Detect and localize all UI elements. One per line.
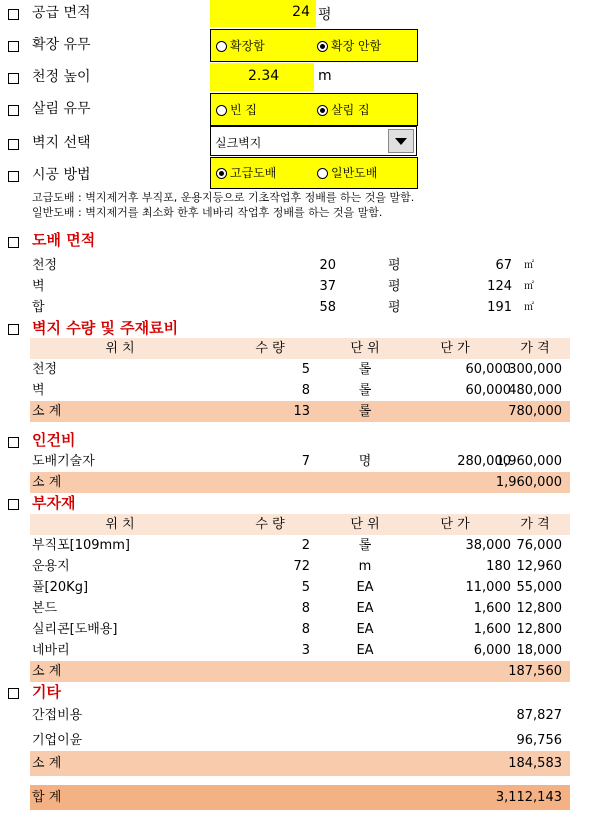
cell-amount: 184,583 xyxy=(508,756,562,771)
wallpaper-label: 벽지 선택 xyxy=(32,135,91,151)
method-option-premium[interactable] xyxy=(216,166,276,180)
cell-name: 실리콘[도배용] xyxy=(32,622,118,637)
cell-name: 벽 xyxy=(32,383,45,398)
grand-total-label: 합 계 xyxy=(32,790,62,805)
cell-price: 60,000 xyxy=(465,383,511,398)
cell-name: 부직포[109mm] xyxy=(32,538,130,553)
triangle-down-icon xyxy=(389,130,413,152)
note-premium: 고급도배 : 벽지제거후 부직포, 운용지등으로 기초작업후 정배를 하는 것을 말함. xyxy=(32,191,415,204)
radio-icon xyxy=(216,41,227,52)
cell-amount: 1,960,000 xyxy=(495,475,562,490)
supply-area-label: 공급 면적 xyxy=(32,5,91,21)
cell-1: 살림 집 xyxy=(331,103,370,117)
occupancy-option-empty[interactable] xyxy=(216,103,257,117)
checkbox-supply-area[interactable] xyxy=(8,9,19,20)
table-row xyxy=(30,535,570,556)
grand-total-row xyxy=(30,785,570,810)
subtotal-row xyxy=(30,401,570,422)
cell-amount: 12,800 xyxy=(516,601,562,616)
cell-unit: EA xyxy=(356,580,374,595)
cell-label: 소 계 xyxy=(32,404,62,419)
checkbox-method[interactable] xyxy=(8,171,19,182)
cell-amount: 55,000 xyxy=(516,580,562,595)
cell-unit: EA xyxy=(356,622,374,637)
cell-amount: 12,960 xyxy=(516,559,562,574)
cell-loc: 위 치 xyxy=(105,341,135,356)
cell-label: 소 계 xyxy=(32,756,62,771)
checkbox-area-section[interactable] xyxy=(8,237,19,248)
table-row xyxy=(30,705,570,726)
cell-name: 천정 xyxy=(32,362,58,377)
checkbox-wallpaper-cost[interactable] xyxy=(8,324,19,335)
cell-1: 확장 안함 xyxy=(331,39,382,53)
checkbox-labor[interactable] xyxy=(8,437,19,448)
grand-total-amount: 3,112,143 xyxy=(495,790,562,805)
cell-qty: 8 xyxy=(301,383,310,398)
area-row xyxy=(30,297,570,318)
supply-area-value: 24 xyxy=(292,4,310,20)
method-option-standard[interactable] xyxy=(317,166,377,180)
table-row xyxy=(30,640,570,661)
cell-name: 풀[20Kg] xyxy=(32,580,89,595)
extension-option-yes[interactable] xyxy=(216,39,265,53)
cell-amount: 480,000 xyxy=(508,383,562,398)
etc-title: 기타 xyxy=(32,683,61,701)
cell-name: 간접비용 xyxy=(32,708,83,723)
cell-pyeong: 58 xyxy=(319,300,336,315)
table-row xyxy=(30,730,570,751)
dropdown-button[interactable] xyxy=(388,129,414,153)
occupancy-option-furnished[interactable] xyxy=(317,103,370,117)
cell-qty: 13 xyxy=(293,404,310,419)
cell-unit: EA xyxy=(356,643,374,658)
cell-amount: 87,827 xyxy=(516,708,562,723)
cell-price: 38,000 xyxy=(465,538,511,553)
cell-m2-unit: ㎡ xyxy=(524,281,534,292)
cell-amount: 187,560 xyxy=(508,664,562,679)
cell-amount: 300,000 xyxy=(508,362,562,377)
cell-unit: 단 위 xyxy=(350,341,380,356)
ceiling-unit: m xyxy=(318,68,332,84)
cell-unit: 평 xyxy=(388,258,401,273)
cell-qty: 5 xyxy=(301,580,310,595)
checkbox-extension[interactable] xyxy=(8,41,19,52)
subtotal-row xyxy=(30,472,570,493)
cell-amount: 76,000 xyxy=(516,538,562,553)
cell-unit: 평 xyxy=(388,279,401,294)
table-row xyxy=(30,556,570,577)
cell-name: 도배기술자 xyxy=(32,454,95,469)
radio-icon xyxy=(216,105,227,116)
area-section-title: 도배 면적 xyxy=(32,231,96,249)
extension-option-no[interactable] xyxy=(317,39,381,53)
cell-unit: m xyxy=(358,559,372,574)
cell-label: 소 계 xyxy=(32,475,62,490)
cell-name: 벽 xyxy=(32,279,45,294)
cell-name: 운용지 xyxy=(32,559,70,574)
checkbox-etc[interactable] xyxy=(8,688,19,699)
cell-m2-unit: ㎡ xyxy=(524,260,534,271)
cell-qty: 8 xyxy=(301,622,310,637)
cell-unit: 명 xyxy=(358,454,372,469)
checkbox-ceiling[interactable] xyxy=(8,73,19,84)
wallpaper-select-value: 실크벽지 xyxy=(215,136,262,150)
cell-qty: 3 xyxy=(301,643,310,658)
cell-0: 빈 집 xyxy=(230,103,257,117)
cell-price: 1,600 xyxy=(473,601,511,616)
method-label: 시공 방법 xyxy=(32,167,91,183)
cell-amount: 780,000 xyxy=(508,404,562,419)
cell-amount: 1,960,000 xyxy=(495,454,562,469)
cell-unit: 평 xyxy=(388,300,401,315)
cell-label: 소 계 xyxy=(32,664,62,679)
cell-qty: 72 xyxy=(293,559,310,574)
table-row xyxy=(30,577,570,598)
cell-qty: 수 량 xyxy=(255,517,285,532)
checkbox-occupancy[interactable] xyxy=(8,105,19,116)
cell-amount: 가 격 xyxy=(520,517,550,532)
radio-checked-icon xyxy=(317,105,328,116)
cell-name: 천정 xyxy=(32,258,58,273)
table-header xyxy=(30,338,570,359)
cell-unit: EA xyxy=(356,601,374,616)
cell-pyeong: 37 xyxy=(319,279,336,294)
cell-price: 6,000 xyxy=(473,643,511,658)
table-row xyxy=(30,380,570,401)
cell-m2: 124 xyxy=(487,279,512,294)
cell-m2-unit: ㎡ xyxy=(524,302,534,313)
supply-area-input[interactable] xyxy=(210,0,316,27)
cell-unit: 롤 xyxy=(358,362,372,377)
table-row xyxy=(30,619,570,640)
note-standard: 일반도배 : 벽지제거를 최소화 한후 네바리 작업후 정배를 하는 것을 말함. xyxy=(32,206,383,219)
cell-0: 확장함 xyxy=(230,39,265,53)
area-row xyxy=(30,276,570,297)
checkbox-materials[interactable] xyxy=(8,499,19,510)
method-radio-group xyxy=(210,157,418,189)
occupancy-label: 살림 유무 xyxy=(32,101,91,117)
cell-price: 180 xyxy=(486,559,511,574)
supply-area-unit: 평 xyxy=(318,7,332,23)
subtotal-row xyxy=(30,661,570,682)
cell-name: 본드 xyxy=(32,601,58,616)
table-row xyxy=(30,359,570,380)
radio-checked-icon xyxy=(216,168,227,179)
cell-amount: 가 격 xyxy=(520,341,550,356)
checkbox-wallpaper[interactable] xyxy=(8,139,19,150)
cell-amount: 18,000 xyxy=(516,643,562,658)
cell-price: 280,000 xyxy=(457,454,511,469)
ceiling-input[interactable] xyxy=(210,63,314,91)
cell-name: 기업이윤 xyxy=(32,733,83,748)
cell-unit: 롤 xyxy=(358,404,372,419)
cell-amount: 96,756 xyxy=(516,733,562,748)
extension-radio-group xyxy=(210,29,418,62)
cell-qty: 수 량 xyxy=(255,341,285,356)
occupancy-radio-group xyxy=(210,93,418,126)
cell-unit: 롤 xyxy=(358,538,372,553)
cell-price: 60,000 xyxy=(465,362,511,377)
cell-price: 단 가 xyxy=(440,341,470,356)
cell-m2: 67 xyxy=(495,258,512,273)
cell-qty: 2 xyxy=(301,538,310,553)
cell-price: 11,000 xyxy=(465,580,511,595)
cell-unit: 롤 xyxy=(358,383,372,398)
table-header xyxy=(30,514,570,535)
cell-loc: 위 치 xyxy=(105,517,135,532)
area-row xyxy=(30,255,570,276)
labor-title: 인건비 xyxy=(32,431,76,449)
cell-pyeong: 20 xyxy=(319,258,336,273)
cell-m2: 191 xyxy=(487,300,512,315)
cell-price: 1,600 xyxy=(473,622,511,637)
cell-qty: 7 xyxy=(301,454,310,469)
cell-unit: 단 위 xyxy=(350,517,380,532)
wallpaper-select[interactable] xyxy=(210,126,417,156)
table-row xyxy=(30,598,570,619)
cell-name: 합 xyxy=(32,300,45,315)
materials-title: 부자재 xyxy=(32,494,76,512)
cell-qty: 8 xyxy=(301,601,310,616)
cell-qty: 5 xyxy=(301,362,310,377)
extension-label: 확장 유무 xyxy=(32,37,91,53)
table-row xyxy=(30,451,570,472)
ceiling-label: 천정 높이 xyxy=(32,69,91,85)
cell-amount: 12,800 xyxy=(516,622,562,637)
cell-1: 일반도배 xyxy=(331,166,378,180)
radio-icon xyxy=(317,168,328,179)
cell-price: 단 가 xyxy=(440,517,470,532)
ceiling-value: 2.34 xyxy=(248,68,280,84)
wallpaper-cost-title: 벽지 수량 및 주재료비 xyxy=(32,319,179,337)
cell-name: 네바리 xyxy=(32,643,70,658)
subtotal-row xyxy=(30,751,570,776)
radio-checked-icon xyxy=(317,41,328,52)
cell-0: 고급도배 xyxy=(230,166,277,180)
